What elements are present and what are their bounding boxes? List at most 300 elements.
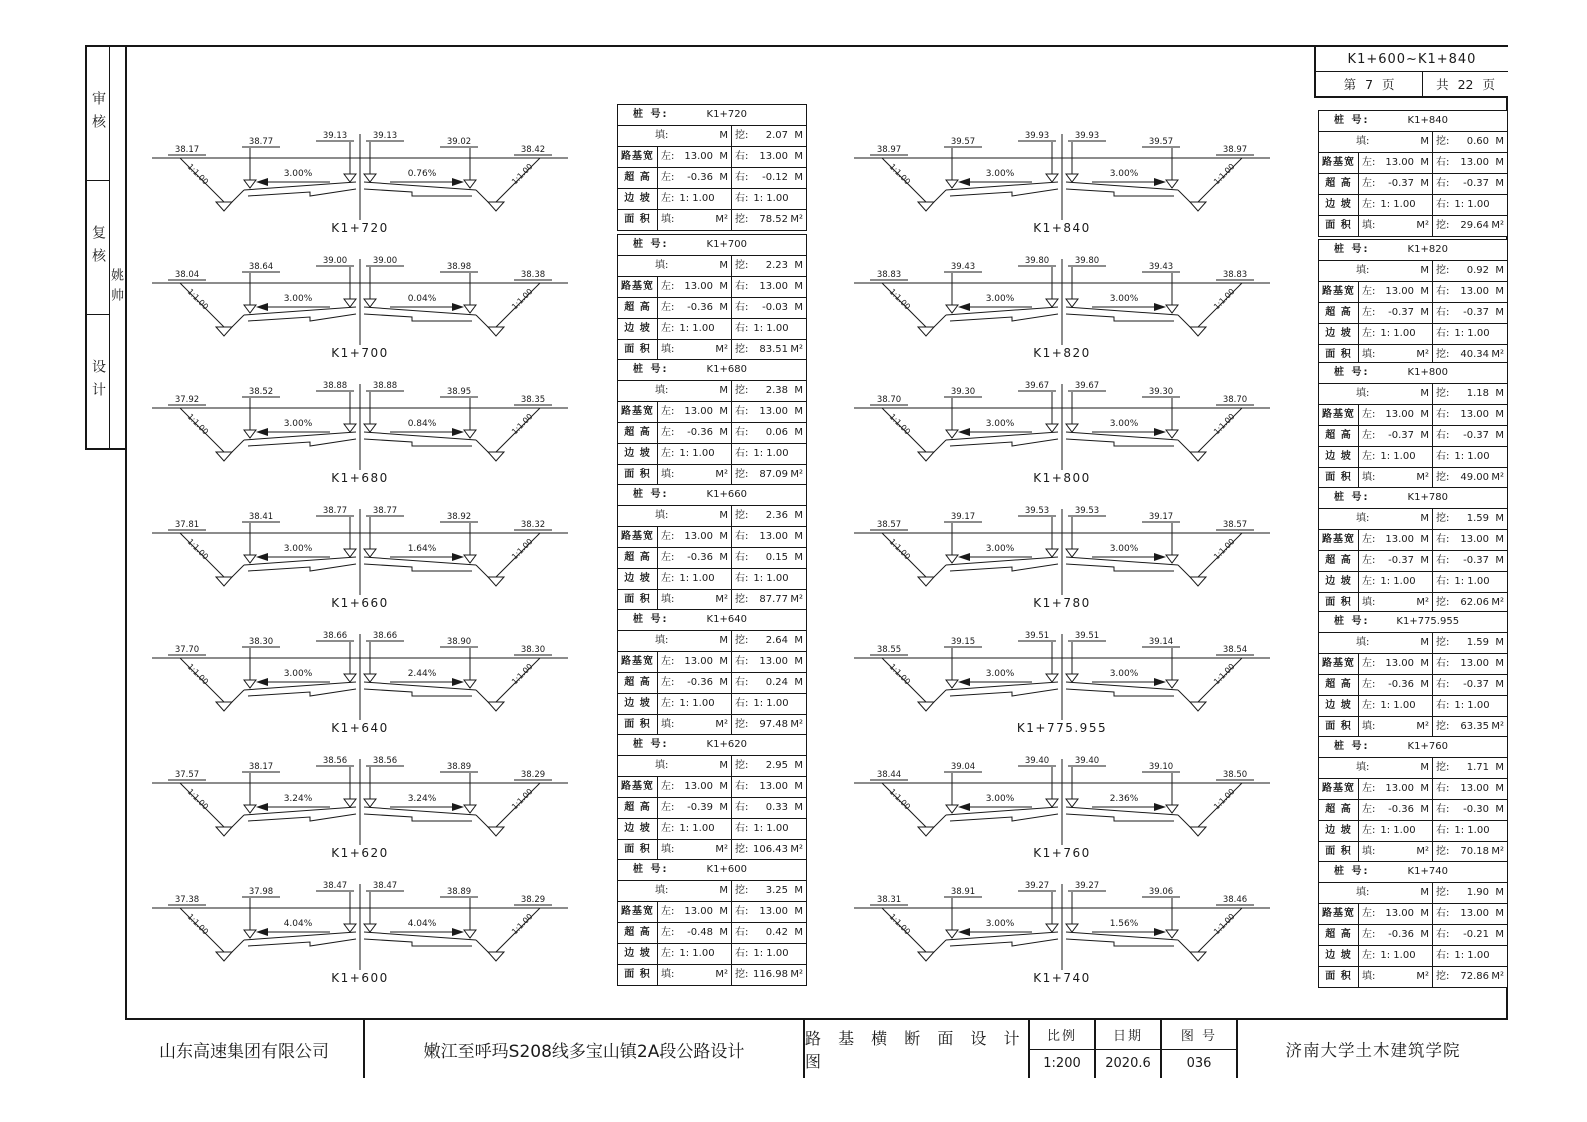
right-grade-label: 3.00% [1109,294,1139,304]
u: M [1420,679,1429,690]
station-value: K1+820 [1407,244,1448,255]
span: 挖: [1436,597,1450,608]
row-superelevation [618,673,806,694]
elevation-label: 39.04 [950,762,976,772]
left-grade-arrowhead [256,678,268,686]
right-subgrade [1066,939,1174,946]
u: M² [1491,971,1504,982]
cell [618,631,732,651]
right-shoulder-marker [464,555,476,563]
span: 左: [1362,658,1376,669]
area-cut-value: 87.77 [759,594,788,605]
cross-section-K1+700 [150,243,570,361]
left-ditch-inner [232,440,244,452]
left-grade-arrowhead [256,803,268,811]
span: 右: [735,927,749,938]
right-subgrade [1066,814,1174,821]
row-roadbed-width [618,902,806,923]
station-label: 桩 号: [1334,492,1370,503]
elevation-label: 39.15 [950,637,976,647]
u: M² [715,344,728,355]
span: 左: [1362,307,1376,318]
left-side-slope-label: 1:1.00 [887,911,913,937]
cell [732,444,806,464]
u: M [719,281,728,292]
right-shoulder-marker [1166,805,1178,813]
fill-label: 填: [655,885,669,896]
superelevation-left: -0.37 [1388,178,1414,189]
u: M [1495,513,1504,524]
row-station [1319,111,1507,132]
left-ditch-marker [216,327,232,336]
row-superelevation [618,548,806,569]
cut-value: 1.59 [1466,513,1489,524]
section-caption: K1+740 [1033,971,1091,985]
u: M [794,552,803,563]
right-grade-arrowhead [452,428,464,436]
span: 右: [735,323,749,334]
cut-label: 挖: [735,260,749,271]
span: 填: [1362,721,1376,732]
cell [1433,530,1507,550]
row-roadbed-width [618,652,806,673]
cut-label: 挖: [735,635,749,646]
u: M [794,385,803,396]
span: 右: [1436,555,1450,566]
u: M [1495,658,1504,669]
cut-value: 2.23 [765,260,788,271]
span: 右: [735,781,749,792]
roadbed-width-label: 路基宽 [1319,904,1359,924]
superelevation-left: -0.39 [687,802,713,813]
cut-value: 2.38 [765,385,788,396]
station-value: K1+640 [706,614,747,625]
left-subgrade [950,439,1058,446]
left-subgrade [248,939,356,946]
left-shoulder-marker [946,305,958,313]
right-subgrade [364,314,472,321]
u: M [1420,555,1429,566]
cross-section-K1+800 [852,368,1272,486]
right-subgrade [1066,314,1174,321]
area-label: 面 积 [1319,468,1359,488]
cross-section-drawing [852,118,1272,236]
span: 右: [735,281,749,292]
span: 左: [1362,679,1376,690]
left-subgrade [950,564,1058,571]
u: M² [715,969,728,980]
left-side-slope-label: 1:1.00 [185,786,211,812]
right-shoulder-marker [464,930,476,938]
roadbed-width-right: 13.00 [759,906,788,917]
row-area [1319,717,1507,737]
span: 填: [661,594,675,605]
superelevation-label: 超 高 [1319,800,1359,820]
left-side-slope-label: 1:1.00 [185,411,211,437]
scale-value: 1:200 [1043,1056,1081,1072]
right-shoulder-marker [1166,930,1178,938]
cell [1433,779,1507,799]
right-ditch-inner [476,815,488,827]
cell [1319,737,1507,757]
row-roadbed-width [1319,153,1507,174]
span: 左: [661,781,675,792]
cell [658,652,732,672]
station-label: 桩 号: [633,489,669,500]
center-left-marker [1046,924,1058,932]
cell [1319,111,1507,131]
cell [658,548,732,568]
station-table-K1+780 [1318,487,1508,614]
fill-label: 填: [1356,513,1370,524]
side-slope-label: 边 坡 [618,569,658,589]
cell [732,256,806,276]
u: M [1495,157,1504,168]
scale-label: 比例 [1030,1020,1094,1050]
left-ditch-marker [216,827,232,836]
span: 左: [1362,908,1376,919]
cell [658,527,732,547]
cell [618,881,732,901]
center-left-marker [1046,299,1058,307]
cell [658,694,732,714]
u: M [719,531,728,542]
roadbed-width-label: 路基宽 [1319,405,1359,425]
left-grade-label: 3.00% [985,919,1015,929]
cell [1319,261,1433,281]
left-ditch-inner [232,815,244,827]
row-fill-cut [618,256,806,277]
side-slope-right: 1: 1.00 [1454,451,1490,462]
elevation-label: 39.43 [950,262,976,272]
elevation-label: 37.57 [174,770,200,780]
cell [658,298,732,318]
cell [1319,633,1433,653]
span: 左: [661,406,675,417]
row-superelevation [618,423,806,444]
station-label: 桩 号: [1334,866,1370,877]
span: 左: [1362,576,1376,587]
left-ditch-marker [216,202,232,211]
cell [732,923,806,943]
center-right-marker [1066,674,1078,682]
elevation-label: 38.44 [876,770,902,780]
right-ditch-inner [1178,690,1190,702]
center-right-marker [364,299,376,307]
center-right-marker [1066,299,1078,307]
left-ditch-marker [216,452,232,461]
fill-label: 填: [1356,887,1370,898]
span: 右: [735,448,749,459]
cell [618,860,806,880]
left-ditch-inner [232,315,244,327]
station-label: 桩 号: [633,864,669,875]
u: M [794,130,803,141]
right-subgrade [1066,439,1174,446]
left-grade-label: 3.00% [283,169,313,179]
section-linework [152,384,568,470]
u: M [719,427,728,438]
right-side-slope-label: 1:1.00 [509,286,535,312]
left-subgrade [248,189,356,196]
u: M [1420,430,1429,441]
area-label: 面 积 [618,715,658,735]
elevation-label: 39.06 [1148,887,1174,897]
cell [1433,551,1507,571]
cell [658,715,732,735]
row-roadbed-width [618,777,806,798]
cell [1359,779,1433,799]
left-grade-arrowhead [958,428,970,436]
elevation-label: 38.17 [174,145,200,155]
fill-label: 填: [1356,637,1370,648]
span: 填: [1362,472,1376,483]
span: 左: [661,802,675,813]
span: 挖: [735,969,749,980]
right-shoulder-marker [1166,180,1178,188]
row-station [618,235,806,256]
row-station [618,485,806,506]
row-side-slope [1319,946,1507,967]
u: M² [1491,349,1504,360]
left-grade-label: 3.00% [985,544,1015,554]
row-roadbed-width [1319,530,1507,551]
left-ditch-marker [918,952,934,961]
right-ditch-inner [476,690,488,702]
date-label: 日期 [1096,1020,1160,1050]
center-right-marker [364,924,376,932]
right-side-slope-label: 1:1.00 [509,536,535,562]
span: 左: [1362,199,1376,210]
section-linework [854,759,1270,845]
span: 挖: [735,344,749,355]
side-slope-left: 1: 1.00 [679,573,715,584]
cell [618,735,806,755]
center-left-marker [344,424,356,432]
span: 左: [661,927,675,938]
left-ditch-inner [934,190,946,202]
right-ditch-inner [1178,315,1190,327]
company-name: 山东高速集团有限公司 [125,1020,365,1078]
row-fill-cut [1319,883,1507,904]
area-cut-value: 49.00 [1460,472,1489,483]
u: M² [715,214,728,225]
drawing-number-cell [1162,1020,1238,1078]
right-side-slope-label: 1:1.00 [509,661,535,687]
station-label: 桩 号: [633,739,669,750]
right-shoulder-marker [464,430,476,438]
elevation-label: 39.40 [1074,756,1100,766]
center-right-marker [364,549,376,557]
span: 挖: [1436,472,1450,483]
superelevation-label: 超 高 [618,673,658,693]
elevation-label: 38.91 [950,887,976,897]
superelevation-right: -0.37 [1463,555,1489,566]
u: M [794,927,803,938]
cell [1433,821,1507,841]
cell [658,840,732,860]
right-subgrade [364,814,472,821]
span: 右: [735,193,749,204]
date-value: 2020.6 [1105,1056,1151,1072]
cell [1359,800,1433,820]
elevation-label: 38.88 [372,381,398,391]
cell [732,569,806,589]
section-caption: K1+720 [331,221,389,235]
center-left-marker [1046,549,1058,557]
elevation-label: 38.17 [248,762,274,772]
roadbed-width-right: 13.00 [1460,157,1489,168]
roadbed-width-left: 13.00 [1385,157,1414,168]
side-slope-right: 1: 1.00 [753,448,789,459]
cell [1359,303,1433,323]
right-side-slope-label: 1:1.00 [1211,161,1237,187]
span: 左: [1362,430,1376,441]
station-table-K1+800 [1318,362,1508,489]
cell [1433,696,1507,716]
cell [1433,261,1507,281]
u: M [794,802,803,813]
center-right-marker [1066,424,1078,432]
station-value: K1+680 [706,364,747,375]
cell [1433,946,1507,966]
row-side-slope [1319,696,1507,717]
fill-label: 填: [1356,388,1370,399]
right-grade-label: 0.76% [407,169,437,179]
row-roadbed-width [1319,904,1507,925]
area-label: 面 积 [1319,216,1359,236]
section-linework [854,509,1270,595]
row-station [1319,612,1507,633]
cross-section-K1+720 [150,118,570,236]
elevation-label: 37.92 [174,395,200,405]
right-subgrade [1066,564,1174,571]
cut-value: 3.25 [765,885,788,896]
u: M [719,760,728,771]
cell [658,210,732,230]
cell [618,381,732,401]
row-fill-cut [1319,633,1507,654]
elevation-label: 38.64 [248,262,274,272]
left-ditch-inner [934,565,946,577]
u: M [794,172,803,183]
cut-value: 2.95 [765,760,788,771]
u: M [794,781,803,792]
station-value: K1+740 [1407,866,1448,877]
roadbed-width-left: 13.00 [684,406,713,417]
cell [732,402,806,422]
cell [1433,758,1507,778]
row-superelevation [1319,174,1507,195]
cell [1433,216,1507,236]
elevation-label: 38.30 [520,645,546,655]
cross-section-K1+820 [852,243,1272,361]
station-label: 桩 号: [1334,367,1370,378]
row-roadbed-width [1319,405,1507,426]
roadbed-width-label: 路基宽 [1319,779,1359,799]
side-slope-label: 边 坡 [618,819,658,839]
right-ditch-marker [488,952,504,961]
span: 左: [1362,286,1376,297]
cell [1433,654,1507,674]
cross-section-K1+680 [150,368,570,486]
cell [1433,925,1507,945]
u: M [1495,286,1504,297]
section-caption: K1+680 [331,471,389,485]
u: M [1420,265,1429,276]
signature-label-column [87,47,110,448]
roadbed-width-right: 13.00 [759,151,788,162]
elevation-label: 38.77 [372,506,398,516]
superelevation-right: -0.12 [762,172,788,183]
left-ditch-marker [918,702,934,711]
area-label: 面 积 [618,210,658,230]
u: M² [1491,472,1504,483]
elevation-label: 39.14 [1148,637,1174,647]
cell [658,673,732,693]
section-linework [854,259,1270,345]
elevation-label: 39.57 [1148,137,1174,147]
roadbed-width-left: 13.00 [684,906,713,917]
span: 左: [661,281,675,292]
right-grade-arrowhead [1154,428,1166,436]
cell [732,277,806,297]
cell [658,923,732,943]
cell [1359,468,1433,488]
side-slope-left: 1: 1.00 [1380,199,1416,210]
u: M [1420,534,1429,545]
elevation-label: 39.00 [372,256,398,266]
side-slope-right: 1: 1.00 [1454,199,1490,210]
right-side-slope-label: 1:1.00 [509,786,535,812]
roadbed-width-left: 13.00 [1385,783,1414,794]
right-shoulder-marker [1166,430,1178,438]
cell [658,569,732,589]
cell [1433,842,1507,862]
side-slope-right: 1: 1.00 [1454,825,1490,836]
cell [1319,132,1433,152]
station-value: K1+700 [706,239,747,250]
cell [1433,447,1507,467]
row-side-slope [1319,447,1507,468]
section-linework [152,509,568,595]
left-side-slope-label: 1:1.00 [185,911,211,937]
side-slope-left: 1: 1.00 [679,448,715,459]
right-grade-label: 2.44% [407,669,437,679]
side-slope-right: 1: 1.00 [1454,328,1490,339]
row-fill-cut [1319,132,1507,153]
cell [1359,447,1433,467]
right-shoulder-marker [464,180,476,188]
right-side-slope-label: 1:1.00 [509,911,535,937]
elevation-label: 38.30 [248,637,274,647]
page-unit: 页 [1382,77,1395,92]
left-grade-label: 3.00% [985,794,1015,804]
left-grade-label: 3.00% [985,169,1015,179]
right-grade-label: 0.84% [407,419,437,429]
u: M² [715,719,728,730]
total-label: 共 [1436,77,1449,92]
span: 右: [735,427,749,438]
area-cut-value: 106.43 [753,844,788,855]
span: 右: [735,552,749,563]
span: 填: [1362,349,1376,360]
right-grade-arrowhead [1154,678,1166,686]
u: M [794,906,803,917]
span: 填: [661,969,675,980]
roadbed-width-right: 13.00 [759,531,788,542]
right-subgrade [364,439,472,446]
